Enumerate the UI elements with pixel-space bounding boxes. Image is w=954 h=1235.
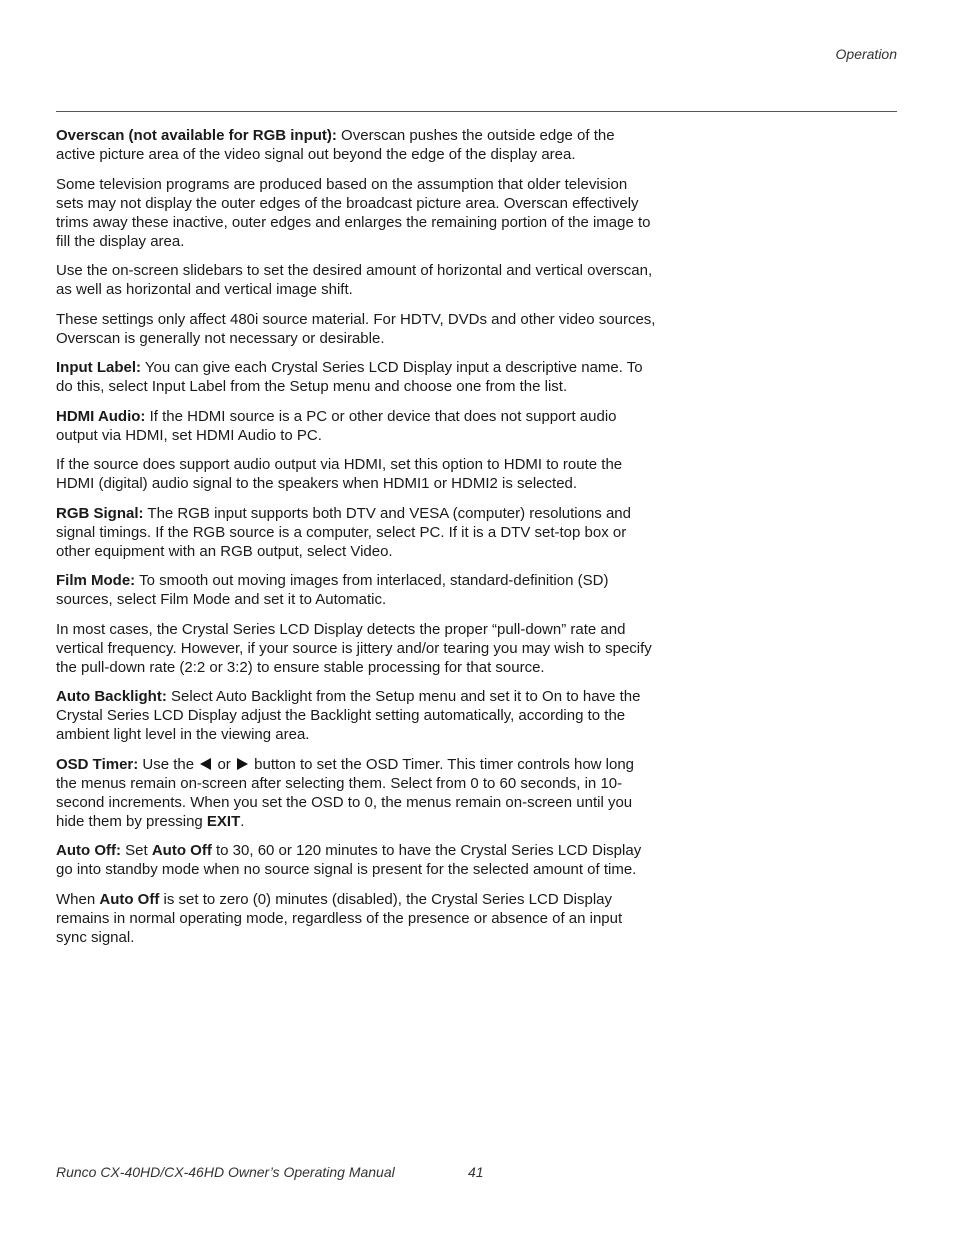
auto-off-text: to 30, 60 or 120 minutes to have the Crystal Series LCD Display go into standby mode when no source signal is present for the selected amount of time. (56, 842, 642, 878)
auto-backlight-term: Auto Backlight: (56, 688, 167, 705)
overscan-paragraph-4: These settings only affect 480i source material. For HDTV, DVDs and other video sources, Overscan is generally not necessary or desirable. (56, 310, 656, 347)
auto-off-p2-pre: When (56, 890, 100, 908)
osd-timer-term: OSD Timer: (56, 755, 139, 773)
osd-timer-pre: Use the (138, 755, 199, 773)
osd-timer-end: . (240, 812, 245, 830)
film-mode-term: Film Mode: (56, 572, 136, 589)
auto-off-set: Set (120, 842, 152, 859)
hdmi-audio-paragraph-2: If the source does support audio output via HDMI, set this option to HDMI to route the HDMI (digital) audio signal to the speakers when HDMI1 or HDMI2 is selected. (56, 456, 623, 492)
input-label-paragraph (56, 358, 656, 396)
footer-manual-title: Runco CX-40HD/CX-46HD Owner’s Operating Manual (56, 1164, 395, 1180)
osd-timer-post: button to set the OSD Timer. This timer controls how long the menus remain on-screen after selecting them. Select from 0 to 60 seconds, in 10-second increments. When you set the OSD to 0, the menus remain on-screen until you hide them by pressing (56, 755, 635, 830)
film-mode-paragraph-2: In most cases, the Crystal Series LCD Display detects the proper “pull-down” rate and vertical frequency. However, if your source is jittery and/or tearing you may wish to specify the pull-down rate (2:2 or 3:2) to ensure stable processing for that source. (56, 620, 652, 676)
hdmi-audio-text: If the HDMI source is a PC or other device that does not support audio output via HDMI, set HDMI Audio to PC. (56, 407, 617, 444)
auto-off-setting: Auto Off (151, 842, 212, 859)
auto-off-paragraph-2 (56, 890, 656, 947)
auto-backlight-paragraph (56, 687, 656, 744)
overscan-text: Overscan pushes the outside edge of the active picture area of the video signal out beyond the edge of the display area. (56, 127, 615, 163)
running-header: Operation (835, 46, 897, 62)
hdmi-audio-term: HDMI Audio: (56, 407, 146, 425)
overscan-paragraph (56, 126, 656, 164)
rgb-signal-term: RGB Signal: (56, 504, 144, 522)
overscan-paragraph-3: Use the on-screen slidebars to set the desired amount of horizontal and vertical overscan, as well as horizontal and vertical image shift. (56, 262, 653, 298)
header-rule (56, 111, 897, 112)
right-arrow-icon (237, 758, 248, 770)
film-mode-paragraph (56, 571, 656, 609)
rgb-signal-text: The RGB input supports both DTV and VESA (computer) resolutions and signal timings. If the RGB source is a computer, select PC. If it is a DTV set-top box or other equipment with an RGB output, select Video. (56, 504, 631, 560)
rgb-signal-paragraph (56, 504, 656, 561)
exit-key: EXIT (206, 812, 241, 830)
film-mode-text: To smooth out moving images from interlaced, standard-definition (SD) sources, select Film Mode and set it to Automatic. (56, 572, 609, 608)
left-arrow-icon (200, 758, 211, 770)
overscan-term: Overscan (not available for RGB input): (56, 127, 337, 144)
auto-off-term: Auto Off: (56, 842, 121, 859)
input-label-term: Input Label: (56, 359, 141, 376)
auto-off-p2-setting: Auto Off (99, 890, 160, 908)
hdmi-audio-paragraph (56, 407, 656, 445)
auto-off-p2-text: is set to zero (0) minutes (disabled), the Crystal Series LCD Display remains in normal operating mode, regardless of the presence or absence of an input sync signal. (56, 890, 623, 946)
osd-timer-or: or (213, 755, 235, 773)
page-body (56, 126, 656, 957)
auto-backlight-text: Select Auto Backlight from the Setup menu and set it to On to have the Crystal Series LCD Display adjust the Backlight setting automatically, according to the ambient light level in the viewing area. (56, 688, 641, 743)
input-label-text: You can give each Crystal Series LCD Display input a descriptive name. To do this, select Input Label from the Setup menu and choose one from the list. (56, 359, 643, 395)
osd-timer-paragraph (56, 755, 656, 831)
overscan-paragraph-2: Some television programs are produced based on the assumption that older television sets may not display the outer edges of the broadcast picture area. Overscan effectively trims away these inactive, outer edges and enlarges the remaining portion of the image to fill the display area. (56, 175, 651, 250)
auto-off-paragraph (56, 841, 656, 879)
page-number: 41 (468, 1164, 484, 1180)
